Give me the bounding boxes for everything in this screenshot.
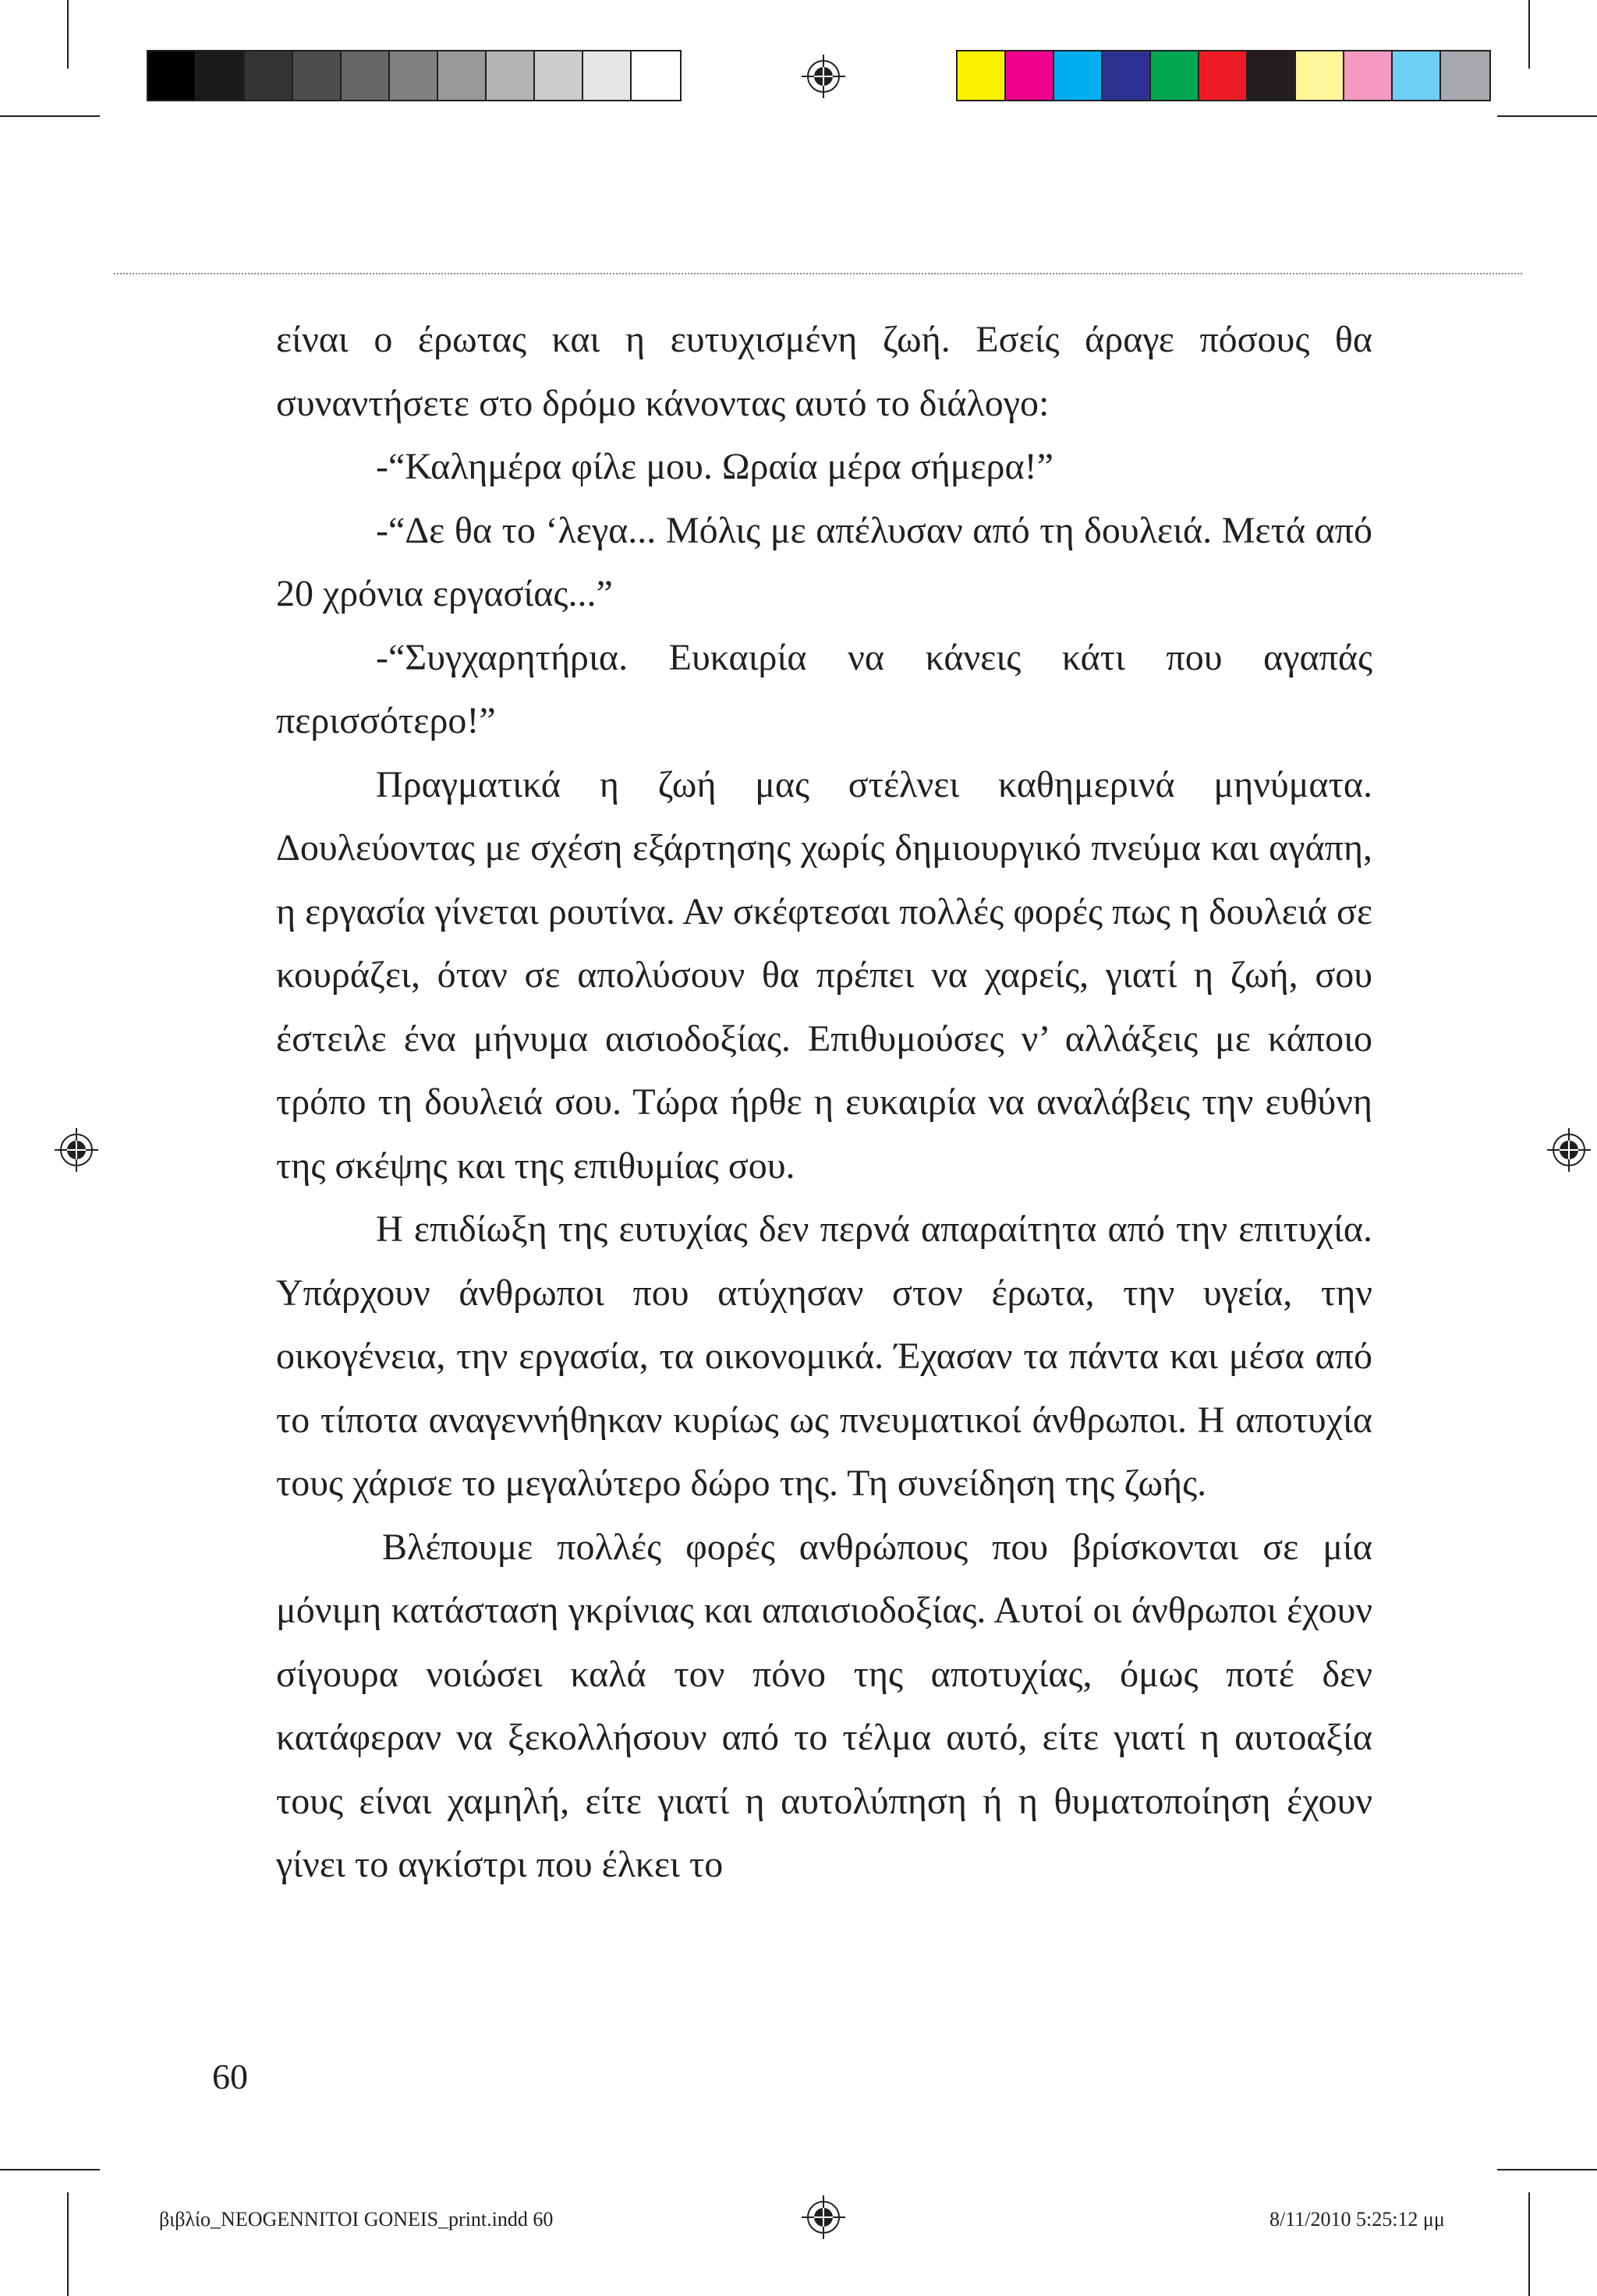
page-number: 60 xyxy=(212,2057,248,2096)
color-swatch xyxy=(1344,51,1393,100)
registration-mark-bottom-icon xyxy=(802,2195,845,2239)
paragraph: -“Συγχαρητήρια. Ευκαιρία να κάνεις κάτι που αγαπάς περισσότερο!” xyxy=(276,636,1372,741)
slug-file-name: βιβλίο_NEOGENNITOI GONEIS_print.indd 60 xyxy=(159,2208,554,2231)
crop-mark-top-right-horizontal xyxy=(1497,115,1597,117)
color-swatch xyxy=(1006,51,1054,100)
gray-swatch xyxy=(390,51,438,100)
crop-mark-top-left-vertical xyxy=(67,0,69,69)
slug-timestamp: 8/11/2010 5:25:12 μμ xyxy=(1269,2208,1445,2231)
gray-swatch xyxy=(148,51,197,100)
gray-swatch xyxy=(438,51,487,100)
crop-mark-bottom-right-horizontal xyxy=(1497,2169,1597,2170)
gray-color-bar xyxy=(147,50,682,101)
crop-mark-top-left-horizontal xyxy=(0,115,100,117)
header-dotted-rule xyxy=(114,273,1522,274)
registration-mark-top-icon xyxy=(802,55,845,98)
gray-swatch xyxy=(487,51,535,100)
paragraph: Η επιδίωξη της ευτυχίας δεν περνά απαραίτητα από την επιτυχία. Υπάρχουν άνθρωποι που ατύχησαν στον έρωτα, την υγεία, την οικογένεια, την εργασία, τα οικονομικά. Έχασαν τα πάντα και μέσα από το τίποτα αναγεννήθηκαν κυρίως ως πνευματικοί άνθρωποι. Η αποτυχία τους χάρισε το μεγαλύτερο δώρο της. Τη συνείδηση της ζωής. xyxy=(276,1208,1372,1504)
gray-swatch xyxy=(342,51,390,100)
color-swatch xyxy=(1103,51,1151,100)
crop-mark-bottom-left-horizontal xyxy=(0,2169,100,2170)
color-swatch xyxy=(1054,51,1103,100)
gray-swatch xyxy=(535,51,583,100)
paragraph: είναι ο έρωτας και η ευτυχισμένη ζωή. Εσείς άραγε πόσους θα συναντήσετε στο δρόμο κάνοντας αυτό το διάλογο: xyxy=(276,319,1372,424)
gray-swatch xyxy=(245,51,293,100)
gray-swatch xyxy=(293,51,342,100)
crop-mark-bottom-right-vertical xyxy=(1528,2192,1530,2296)
process-color-bar xyxy=(956,50,1491,101)
color-swatch xyxy=(1151,51,1199,100)
color-swatch xyxy=(1296,51,1344,100)
paragraph: -“Καλημέρα φίλε μου. Ωραία μέρα σήμερα!” xyxy=(376,446,1053,487)
registration-mark-left-icon xyxy=(55,1128,98,1172)
color-swatch xyxy=(1199,51,1248,100)
gray-swatch xyxy=(583,51,632,100)
paragraph: Πραγματικά η ζωή μας στέλνει καθημερινά μηνύματα. Δουλεύοντας με σχέση εξάρτησης χωρίς δημιουργικό πνεύμα και αγάπη, η εργασία γίνεται ρουτίνα. Αν σκέφτεσαι πολλές φορές πως η δουλειά σε κουράζει, όταν σε απολύσουν θα πρέπει να χαρείς, γιατί η ζωή, σου έστειλε ένα μήνυμα αισιοδοξίας. Επιθυμούσες ν’ αλλάξεις με κάποιο τρόπο τη δουλειά σου. Τώρα ήρθε η ευκαιρία να αναλάβεις την ευθύνη της σκέψης και της επιθυμίας σου. xyxy=(276,763,1372,1187)
paragraph: Βλέπουμε πολλές φορές ανθρώπους που βρίσκονται σε μία μόνιμη κατάσταση γκρίνιας και απαισιοδοξίας. Αυτοί οι άνθρωποι έχουν σίγουρα νοιώσει καλά τον πόνο της αποτυχίας, όμως ποτέ δεν κατάφεραν να ξεκολλήσουν από το τέλμα αυτό, είτε γιατί η αυτοαξία τους είναι χαμηλή, είτε γιατί η αυτολύπηση ή η θυματοποίηση έχουν γίνει το αγκίστρι που έλκει το xyxy=(276,1526,1372,1885)
gray-swatch xyxy=(632,51,680,100)
color-swatch xyxy=(1393,51,1441,100)
gray-swatch xyxy=(197,51,245,100)
color-swatch xyxy=(1441,51,1489,100)
paragraph: -“Δε θα το ‘λεγα... Μόλις με απέλυσαν από τη δουλειά. Μετά από 20 χρόνια εργασίας...” xyxy=(276,509,1372,614)
color-swatch xyxy=(1248,51,1296,100)
registration-mark-right-icon xyxy=(1547,1128,1591,1172)
body-text xyxy=(276,308,1372,1897)
color-swatch xyxy=(958,51,1006,100)
crop-mark-top-right-vertical xyxy=(1528,0,1530,69)
crop-mark-bottom-left-vertical xyxy=(67,2192,69,2296)
